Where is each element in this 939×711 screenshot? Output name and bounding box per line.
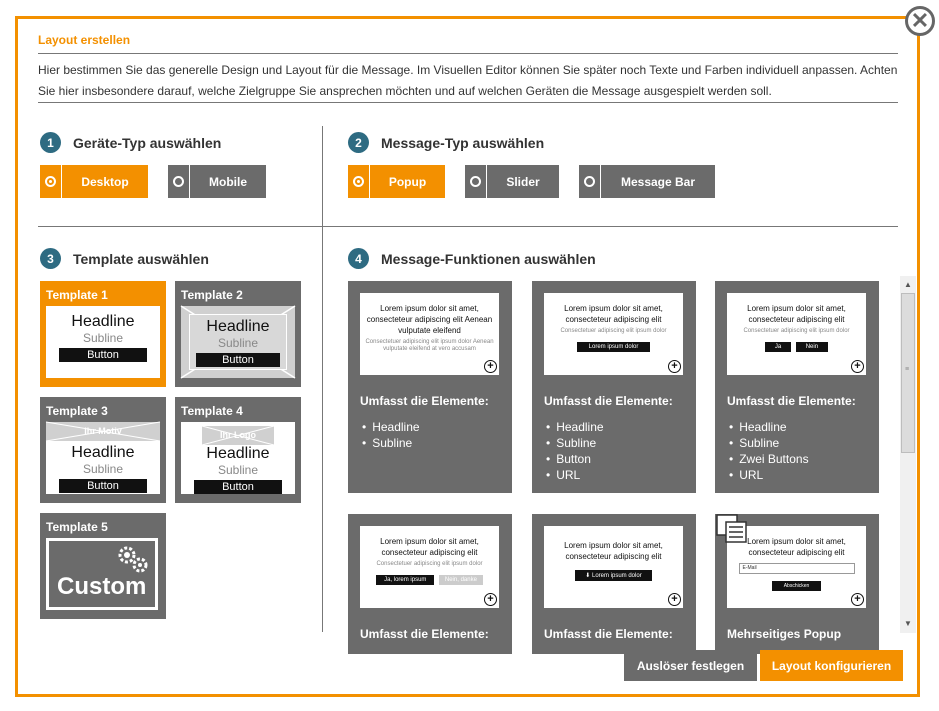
custom-template-preview: Custom bbox=[46, 538, 158, 610]
card-title: Umfasst die Elemente: bbox=[727, 394, 856, 408]
dialog-title: Layout erstellen bbox=[38, 33, 131, 47]
section-template bbox=[40, 248, 209, 269]
add-icon[interactable]: + bbox=[484, 360, 497, 373]
add-icon[interactable]: + bbox=[668, 360, 681, 373]
divider bbox=[38, 102, 898, 103]
template-preview: Ihr Logo Headline Subline Button bbox=[181, 422, 295, 494]
scroll-up-icon[interactable]: ▲ bbox=[904, 280, 912, 289]
template-2[interactable] bbox=[175, 281, 301, 387]
template-1[interactable] bbox=[40, 281, 166, 387]
option-label: Mobile bbox=[209, 174, 247, 189]
functions-list bbox=[348, 281, 896, 641]
option-label: Message Bar bbox=[620, 174, 696, 189]
column-divider bbox=[322, 126, 323, 632]
trigger-button[interactable]: Auslöser festlegen bbox=[624, 650, 757, 681]
template-preview: Ihr Motiv Headline Subline Button bbox=[46, 422, 160, 494]
scrollbar[interactable] bbox=[900, 276, 916, 633]
function-card[interactable] bbox=[348, 514, 512, 654]
intro-text: Hier bestimmen Sie das generelle Design und Layout für die Message. Im Visuellen Editor können Sie später noch Texte und Farben individuell anpassen. Achten Sie hier insbesondere darauf, welche Zielgruppe Sie ansprechen möchten und auf welchen Geräten die Message ausgespielt werden soll. bbox=[38, 63, 898, 98]
add-icon[interactable]: + bbox=[851, 593, 864, 606]
option-mobile[interactable] bbox=[168, 165, 266, 198]
close-icon[interactable]: ✕ bbox=[905, 6, 935, 36]
card-preview: Lorem ipsum dolor sit amet, consecteteur adipiscing elit ⬇ Lorem ipsum dolor + bbox=[544, 526, 683, 608]
template-label: Template 1 bbox=[46, 288, 108, 302]
card-title: Umfasst die Elemente: bbox=[360, 627, 489, 641]
section-title: Message-Funktionen auswählen bbox=[381, 250, 596, 267]
radio-icon bbox=[470, 176, 481, 187]
divider bbox=[323, 226, 898, 227]
function-card[interactable] bbox=[532, 514, 696, 654]
download-button: ⬇ Lorem ipsum dolor bbox=[575, 570, 651, 581]
step-number: 1 bbox=[40, 132, 61, 153]
section-functions bbox=[348, 248, 596, 269]
template-label: Template 4 bbox=[181, 404, 243, 418]
card-preview: Lorem ipsum dolor sit amet, consecteteur adipiscing elit E-Mail Abschicken + bbox=[727, 526, 866, 608]
add-icon[interactable]: + bbox=[851, 360, 864, 373]
section-device bbox=[40, 132, 221, 153]
multi-page-icon bbox=[716, 514, 748, 544]
element-list: • Headline • Subline bbox=[362, 419, 420, 451]
template-5[interactable] bbox=[40, 513, 166, 619]
section-title: Template auswählen bbox=[73, 250, 209, 267]
element-list: • Headline • Subline • Zwei Buttons • URL bbox=[729, 419, 809, 483]
option-slider[interactable] bbox=[465, 165, 559, 198]
divider bbox=[38, 226, 322, 227]
template-4[interactable] bbox=[175, 397, 301, 503]
email-field: E-Mail bbox=[739, 563, 855, 574]
card-title: Umfasst die Elemente: bbox=[544, 627, 673, 641]
template-preview: Headline Subline Button bbox=[46, 306, 160, 378]
radio-selected-icon bbox=[45, 176, 56, 187]
option-label: Popup bbox=[388, 174, 427, 189]
scrollbar-thumb[interactable]: ≡ bbox=[901, 293, 915, 453]
section-message-type bbox=[348, 132, 544, 153]
scroll-down-icon[interactable]: ▼ bbox=[904, 619, 912, 628]
template-label: Template 5 bbox=[46, 520, 108, 534]
card-title: Umfasst die Elemente: bbox=[544, 394, 673, 408]
step-number: 2 bbox=[348, 132, 369, 153]
configure-layout-button[interactable]: Layout konfigurieren bbox=[760, 650, 903, 681]
option-popup[interactable] bbox=[348, 165, 445, 198]
section-title: Geräte-Typ auswählen bbox=[73, 134, 222, 151]
template-3[interactable] bbox=[40, 397, 166, 503]
card-preview: Lorem ipsum dolor sit amet, consecteteur adipiscing elit Consectetuer adipiscing elit ipsum dolor Ja, lorem ipsum Nein, danke + bbox=[360, 526, 499, 608]
section-title: Message-Typ auswählen bbox=[381, 134, 545, 151]
logo-placeholder-icon: Ihr Logo bbox=[202, 426, 274, 445]
add-icon[interactable]: + bbox=[668, 593, 681, 606]
card-title: Mehrseitiges Popup bbox=[727, 627, 842, 641]
step-number: 3 bbox=[40, 248, 61, 269]
function-card[interactable] bbox=[348, 281, 512, 493]
radio-icon bbox=[173, 176, 184, 187]
option-label: Desktop bbox=[81, 174, 129, 189]
option-message-bar[interactable] bbox=[579, 165, 715, 198]
element-list: • Headline • Subline • Button • URL bbox=[546, 419, 604, 483]
card-title: Umfasst die Elemente: bbox=[360, 394, 489, 408]
radio-icon bbox=[584, 176, 595, 187]
option-label: Slider bbox=[506, 174, 540, 189]
radio-selected-icon bbox=[353, 176, 364, 187]
function-card[interactable] bbox=[532, 281, 696, 493]
template-preview: Headline Subline Button bbox=[181, 306, 295, 378]
image-placeholder-icon: Ihr Motiv bbox=[46, 422, 160, 441]
card-preview: Lorem ipsum dolor sit amet, consecteteur adipiscing elit Aenean vulputate eleifend Consectetuer adipiscing elit ipsum dolor Aenean vulputate eleifend at vero accusam + bbox=[360, 293, 499, 375]
card-preview: Lorem ipsum dolor sit amet, consecteteur adipiscing elit Consectetuer adipiscing elit ipsum dolor Lorem ipsum dolor + bbox=[544, 293, 683, 375]
template-label: Template 3 bbox=[46, 404, 108, 418]
step-number: 4 bbox=[348, 248, 369, 269]
add-icon[interactable]: + bbox=[484, 593, 497, 606]
divider bbox=[38, 53, 898, 54]
gears-icon bbox=[115, 543, 149, 575]
option-desktop[interactable] bbox=[40, 165, 148, 198]
download-icon: ⬇ bbox=[585, 573, 592, 579]
template-label: Template 2 bbox=[181, 288, 243, 302]
card-preview: Lorem ipsum dolor sit amet, consecteteur adipiscing elit Consectetuer adipiscing elit ipsum dolor Ja Nein + bbox=[727, 293, 866, 375]
function-card[interactable] bbox=[715, 281, 879, 493]
